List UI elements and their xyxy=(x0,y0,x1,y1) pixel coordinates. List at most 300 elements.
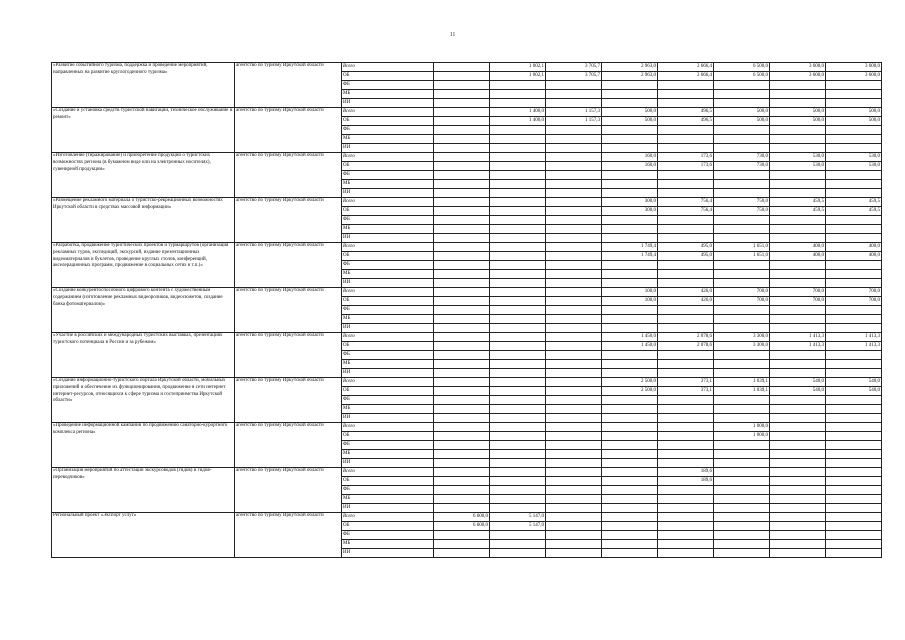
amount-cell xyxy=(490,270,546,279)
amount-cell xyxy=(602,441,658,450)
amount-cell xyxy=(546,315,602,324)
amount-cell: 189,6 xyxy=(658,477,714,486)
amount-cell xyxy=(490,279,546,288)
amount-cell xyxy=(770,360,826,369)
amount-cell xyxy=(546,306,602,315)
amount-cell xyxy=(602,468,658,477)
funding-source: ИИ xyxy=(342,549,434,558)
program-name: «Изготовление (тиражирование) и приобретение продукции о туристских возможностях региона (в бумажном виде или на электронных носителях), сувенирной продукции» xyxy=(52,153,235,198)
amount-cell: 400,0 xyxy=(826,252,882,261)
amount-cell xyxy=(770,225,826,234)
amount-cell xyxy=(490,477,546,486)
amount-cell: 1 400,0 xyxy=(490,108,546,117)
amount-cell xyxy=(658,216,714,225)
amount-cell xyxy=(434,432,490,441)
funding-source: Всего xyxy=(342,153,434,162)
amount-cell xyxy=(714,189,770,198)
amount-cell xyxy=(658,531,714,540)
amount-cell xyxy=(434,306,490,315)
amount-cell xyxy=(546,477,602,486)
amount-cell xyxy=(770,504,826,513)
amount-cell xyxy=(714,450,770,459)
funding-source: ИИ xyxy=(342,99,434,108)
amount-cell xyxy=(770,405,826,414)
funding-source: ФБ xyxy=(342,306,434,315)
amount-cell xyxy=(546,225,602,234)
amount-cell: 530,0 xyxy=(826,162,882,171)
amount-cell: 2 078,6 xyxy=(658,333,714,342)
amount-cell xyxy=(490,306,546,315)
amount-cell xyxy=(714,90,770,99)
amount-cell xyxy=(546,549,602,558)
amount-cell xyxy=(602,81,658,90)
funding-source: Всего xyxy=(342,333,434,342)
funding-source: ИИ xyxy=(342,414,434,423)
amount-cell: 530,0 xyxy=(770,153,826,162)
table-row xyxy=(52,333,882,342)
amount-cell xyxy=(658,423,714,432)
amount-cell xyxy=(434,189,490,198)
amount-cell: 173,6 xyxy=(658,162,714,171)
amount-cell: 100,0 xyxy=(602,288,658,297)
funding-source: МБ xyxy=(342,225,434,234)
amount-cell xyxy=(546,459,602,468)
amount-cell: 6 500,0 xyxy=(714,72,770,81)
amount-cell xyxy=(770,144,826,153)
amount-cell: 459,5 xyxy=(770,198,826,207)
amount-cell xyxy=(826,495,882,504)
program-executor: агентство по туризму Иркутской области xyxy=(235,288,342,333)
amount-cell xyxy=(826,90,882,99)
amount-cell: 500,0 xyxy=(826,117,882,126)
amount-cell xyxy=(658,270,714,279)
amount-cell xyxy=(490,378,546,387)
amount-cell xyxy=(434,333,490,342)
amount-cell xyxy=(602,216,658,225)
amount-cell xyxy=(658,99,714,108)
amount-cell xyxy=(434,369,490,378)
program-name: «Создание информационно-туристского портала Иркутской области, мобильных приложений и обеспечение их функционирования, продвижение в сети интернет интернет-ресурсов, относящихся к сфере туризма и гостеприимства Иркутской области» xyxy=(52,378,235,423)
amount-cell xyxy=(658,405,714,414)
amount-cell xyxy=(434,126,490,135)
amount-cell xyxy=(714,369,770,378)
amount-cell: 495,0 xyxy=(658,243,714,252)
funding-source: МБ xyxy=(342,360,434,369)
amount-cell xyxy=(434,441,490,450)
amount-cell: 1 157,3 xyxy=(546,108,602,117)
amount-cell: 1 000,0 xyxy=(714,432,770,441)
amount-cell: 400,0 xyxy=(826,243,882,252)
amount-cell xyxy=(434,315,490,324)
amount-cell xyxy=(490,486,546,495)
amount-cell: 3 705,7 xyxy=(546,63,602,72)
amount-cell xyxy=(546,81,602,90)
amount-cell xyxy=(602,225,658,234)
amount-cell xyxy=(770,81,826,90)
amount-cell: 496,5 xyxy=(658,108,714,117)
amount-cell xyxy=(658,414,714,423)
amount-cell: 3 600,0 xyxy=(770,72,826,81)
funding-source: ФБ xyxy=(342,171,434,180)
amount-cell xyxy=(770,90,826,99)
amount-cell xyxy=(826,513,882,522)
amount-cell: 1 002,1 xyxy=(490,72,546,81)
amount-cell xyxy=(658,315,714,324)
amount-cell xyxy=(658,450,714,459)
amount-cell xyxy=(770,234,826,243)
amount-cell xyxy=(434,549,490,558)
amount-cell xyxy=(826,270,882,279)
amount-cell xyxy=(546,522,602,531)
amount-cell xyxy=(714,396,770,405)
amount-cell: 1 450,0 xyxy=(602,333,658,342)
amount-cell: 700,0 xyxy=(714,288,770,297)
amount-cell xyxy=(714,504,770,513)
amount-cell xyxy=(714,459,770,468)
amount-cell xyxy=(658,540,714,549)
amount-cell: 500,0 xyxy=(714,117,770,126)
amount-cell xyxy=(490,396,546,405)
amount-cell xyxy=(658,135,714,144)
amount-cell xyxy=(602,477,658,486)
amount-cell xyxy=(714,270,770,279)
amount-cell xyxy=(546,531,602,540)
funding-source: ОБ xyxy=(342,387,434,396)
amount-cell xyxy=(434,459,490,468)
amount-cell xyxy=(546,261,602,270)
amount-cell xyxy=(602,171,658,180)
amount-cell xyxy=(826,540,882,549)
amount-cell: 173,6 xyxy=(658,153,714,162)
amount-cell xyxy=(770,99,826,108)
funding-source: ФБ xyxy=(342,261,434,270)
amount-cell xyxy=(602,369,658,378)
table-row xyxy=(52,243,882,252)
program-name: «Проведение информационной кампании по продвижению санаторно-курортного комплекса региона» xyxy=(52,423,235,468)
amount-cell: 756,4 xyxy=(658,207,714,216)
amount-cell: 426,0 xyxy=(658,288,714,297)
amount-cell xyxy=(434,90,490,99)
funding-source: ИИ xyxy=(342,369,434,378)
amount-cell xyxy=(658,396,714,405)
table-row xyxy=(52,468,882,477)
amount-cell: 540,0 xyxy=(826,378,882,387)
amount-cell xyxy=(714,144,770,153)
amount-cell: 500,0 xyxy=(770,108,826,117)
amount-cell xyxy=(546,243,602,252)
amount-cell xyxy=(434,450,490,459)
amount-cell: 6 500,0 xyxy=(714,63,770,72)
amount-cell xyxy=(826,180,882,189)
amount-cell xyxy=(490,333,546,342)
amount-cell xyxy=(770,495,826,504)
program-executor: агентство по туризму Иркутской области xyxy=(235,423,342,468)
amount-cell xyxy=(714,225,770,234)
amount-cell xyxy=(826,522,882,531)
amount-cell: 750,0 xyxy=(714,198,770,207)
amount-cell xyxy=(602,261,658,270)
amount-cell xyxy=(658,306,714,315)
funding-source: Всего xyxy=(342,468,434,477)
amount-cell xyxy=(434,234,490,243)
amount-cell xyxy=(602,180,658,189)
amount-cell xyxy=(434,342,490,351)
funding-source: Всего xyxy=(342,378,434,387)
table-row xyxy=(52,513,882,522)
amount-cell: 3 705,7 xyxy=(546,72,602,81)
amount-cell: 730,0 xyxy=(714,153,770,162)
amount-cell: 756,4 xyxy=(658,198,714,207)
amount-cell xyxy=(826,324,882,333)
table-row xyxy=(52,423,882,432)
amount-cell xyxy=(546,405,602,414)
amount-cell: 1 651,0 xyxy=(714,252,770,261)
funding-source: МБ xyxy=(342,315,434,324)
amount-cell: 426,0 xyxy=(658,297,714,306)
funding-source: ИИ xyxy=(342,234,434,243)
amount-cell xyxy=(434,117,490,126)
funding-source: Всего xyxy=(342,108,434,117)
program-executor: агентство по туризму Иркутской области xyxy=(235,63,342,108)
amount-cell xyxy=(714,306,770,315)
amount-cell: 2 666,4 xyxy=(658,63,714,72)
amount-cell xyxy=(490,207,546,216)
amount-cell xyxy=(602,306,658,315)
amount-cell xyxy=(826,369,882,378)
funding-source: ОБ xyxy=(342,342,434,351)
funding-source: ОБ xyxy=(342,162,434,171)
funding-source: Всего xyxy=(342,288,434,297)
amount-cell: 3 600,0 xyxy=(826,63,882,72)
amount-cell xyxy=(602,144,658,153)
amount-cell xyxy=(490,468,546,477)
amount-cell xyxy=(546,135,602,144)
amount-cell xyxy=(826,306,882,315)
funding-source: ФБ xyxy=(342,396,434,405)
amount-cell xyxy=(826,414,882,423)
amount-cell xyxy=(546,207,602,216)
amount-cell xyxy=(434,387,490,396)
amount-cell xyxy=(658,522,714,531)
amount-cell xyxy=(602,414,658,423)
amount-cell: 1 749,4 xyxy=(602,252,658,261)
amount-cell xyxy=(602,522,658,531)
amount-cell xyxy=(546,342,602,351)
amount-cell xyxy=(434,351,490,360)
program-name: «Разработка, продвижение туристических проектов и турмаршрутов (организация рекламных туров, экспедиций, экскурсий, издание презентационных видеоматериалов и буклетов, проведение круглых столов, конференций, акселерационных программ, продвижение в социальных сетях и т.п.)» xyxy=(52,243,235,288)
amount-cell xyxy=(490,549,546,558)
amount-cell xyxy=(490,99,546,108)
amount-cell xyxy=(490,189,546,198)
amount-cell xyxy=(602,504,658,513)
amount-cell xyxy=(770,459,826,468)
amount-cell: 1 000,0 xyxy=(714,423,770,432)
amount-cell xyxy=(490,342,546,351)
amount-cell xyxy=(826,468,882,477)
amount-cell xyxy=(434,531,490,540)
amount-cell xyxy=(490,414,546,423)
amount-cell: 500,0 xyxy=(714,108,770,117)
amount-cell xyxy=(770,189,826,198)
amount-cell xyxy=(546,270,602,279)
amount-cell xyxy=(602,396,658,405)
funding-source: ОБ xyxy=(342,432,434,441)
amount-cell: 2 500,0 xyxy=(602,387,658,396)
amount-cell xyxy=(602,351,658,360)
amount-cell xyxy=(658,261,714,270)
amount-cell: 700,0 xyxy=(826,288,882,297)
amount-cell xyxy=(490,288,546,297)
amount-cell xyxy=(434,477,490,486)
amount-cell xyxy=(434,81,490,90)
amount-cell: 6 600,0 xyxy=(434,522,490,531)
amount-cell xyxy=(602,513,658,522)
amount-cell xyxy=(714,216,770,225)
amount-cell: 2 500,0 xyxy=(602,378,658,387)
amount-cell xyxy=(770,324,826,333)
amount-cell xyxy=(770,171,826,180)
amount-cell: 3 300,0 xyxy=(714,342,770,351)
amount-cell xyxy=(826,441,882,450)
funding-source: ИИ xyxy=(342,324,434,333)
program-name: «Участие в российских и международных туристских выставках, презентациях туристского потенциала в России и за рубежом» xyxy=(52,333,235,378)
amount-cell xyxy=(658,180,714,189)
amount-cell xyxy=(546,171,602,180)
amount-cell xyxy=(546,369,602,378)
amount-cell: 459,5 xyxy=(826,207,882,216)
amount-cell: 1 413,3 xyxy=(770,342,826,351)
amount-cell: 300,0 xyxy=(602,198,658,207)
amount-cell xyxy=(770,522,826,531)
amount-cell xyxy=(602,189,658,198)
amount-cell xyxy=(490,180,546,189)
amount-cell xyxy=(434,378,490,387)
amount-cell xyxy=(658,459,714,468)
amount-cell xyxy=(546,351,602,360)
amount-cell xyxy=(714,495,770,504)
amount-cell xyxy=(490,369,546,378)
amount-cell xyxy=(826,315,882,324)
amount-cell xyxy=(714,540,770,549)
amount-cell xyxy=(490,432,546,441)
amount-cell xyxy=(714,522,770,531)
table-row xyxy=(52,108,882,117)
program-name: «Размещение рекламного материала о туристско-рекреационных возможностях Иркутской области в средствах массовой информации» xyxy=(52,198,235,243)
amount-cell xyxy=(546,144,602,153)
funding-source: Всего xyxy=(342,423,434,432)
amount-cell xyxy=(434,423,490,432)
amount-cell: 500,0 xyxy=(602,117,658,126)
amount-cell xyxy=(546,234,602,243)
amount-cell xyxy=(714,99,770,108)
amount-cell xyxy=(826,360,882,369)
amount-cell: 2 963,0 xyxy=(602,72,658,81)
funding-source: Всего xyxy=(342,243,434,252)
amount-cell xyxy=(490,216,546,225)
amount-cell xyxy=(490,495,546,504)
amount-cell xyxy=(546,468,602,477)
amount-cell: 100,0 xyxy=(602,297,658,306)
funding-source: ФБ xyxy=(342,486,434,495)
amount-cell xyxy=(434,360,490,369)
amount-cell xyxy=(658,90,714,99)
amount-cell xyxy=(490,504,546,513)
amount-cell xyxy=(714,81,770,90)
amount-cell xyxy=(658,432,714,441)
amount-cell xyxy=(658,513,714,522)
amount-cell xyxy=(490,315,546,324)
amount-cell xyxy=(826,549,882,558)
amount-cell xyxy=(602,315,658,324)
amount-cell xyxy=(490,153,546,162)
amount-cell xyxy=(602,459,658,468)
amount-cell xyxy=(546,423,602,432)
amount-cell xyxy=(434,216,490,225)
amount-cell xyxy=(658,144,714,153)
amount-cell xyxy=(546,162,602,171)
amount-cell: 1 400,0 xyxy=(490,117,546,126)
amount-cell xyxy=(826,216,882,225)
amount-cell xyxy=(714,261,770,270)
amount-cell: 300,0 xyxy=(602,207,658,216)
amount-cell xyxy=(490,531,546,540)
amount-cell: 6 600,0 xyxy=(434,513,490,522)
amount-cell xyxy=(770,279,826,288)
amount-cell xyxy=(714,315,770,324)
amount-cell xyxy=(602,495,658,504)
amount-cell: 496,5 xyxy=(658,117,714,126)
amount-cell xyxy=(770,216,826,225)
amount-cell xyxy=(658,234,714,243)
amount-cell xyxy=(602,234,658,243)
amount-cell xyxy=(770,270,826,279)
funding-source: ОБ xyxy=(342,117,434,126)
amount-cell xyxy=(658,225,714,234)
amount-cell: 1 039,1 xyxy=(714,387,770,396)
amount-cell xyxy=(602,540,658,549)
funding-source: ИИ xyxy=(342,459,434,468)
amount-cell xyxy=(658,351,714,360)
amount-cell xyxy=(490,450,546,459)
program-executor: агентство по туризму Иркутской области xyxy=(235,513,342,558)
funding-source: ОБ xyxy=(342,207,434,216)
amount-cell xyxy=(602,126,658,135)
amount-cell xyxy=(546,360,602,369)
amount-cell xyxy=(546,126,602,135)
amount-cell xyxy=(546,297,602,306)
amount-cell xyxy=(434,180,490,189)
amount-cell xyxy=(658,441,714,450)
amount-cell xyxy=(714,324,770,333)
amount-cell xyxy=(434,504,490,513)
amount-cell xyxy=(714,513,770,522)
amount-cell xyxy=(714,486,770,495)
amount-cell: 1 039,1 xyxy=(714,378,770,387)
amount-cell xyxy=(602,270,658,279)
amount-cell xyxy=(434,486,490,495)
amount-cell xyxy=(770,432,826,441)
amount-cell xyxy=(546,450,602,459)
amount-cell xyxy=(714,549,770,558)
amount-cell xyxy=(434,297,490,306)
funding-source: ИИ xyxy=(342,504,434,513)
funding-source: Всего xyxy=(342,198,434,207)
amount-cell xyxy=(490,126,546,135)
amount-cell xyxy=(826,405,882,414)
amount-cell xyxy=(770,468,826,477)
amount-cell xyxy=(546,486,602,495)
amount-cell xyxy=(546,513,602,522)
